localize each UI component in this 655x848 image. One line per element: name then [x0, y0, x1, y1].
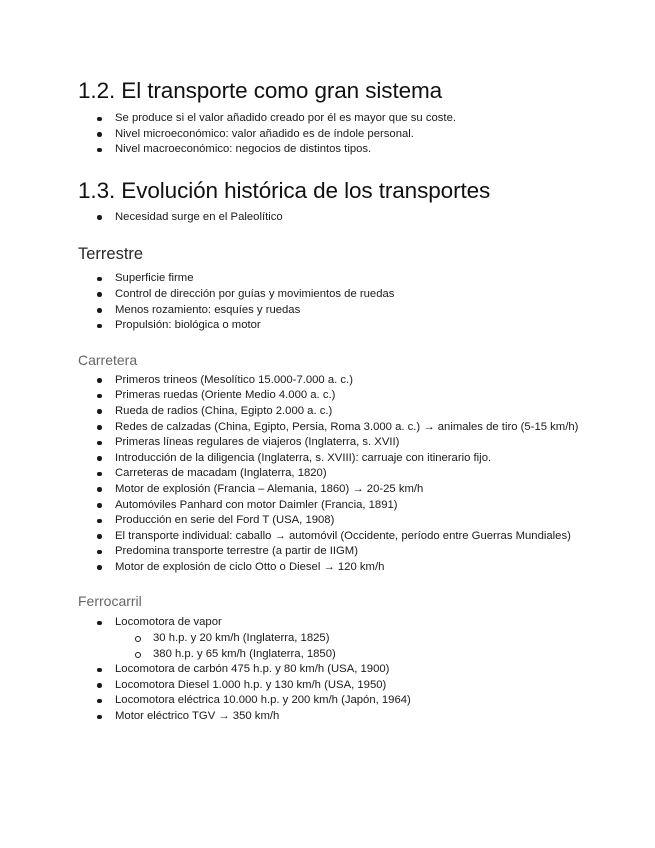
list-item: Automóviles Panhard con motor Daimler (Francia, 1891) — [78, 498, 595, 514]
sublist-item: 30 h.p. y 20 km/h (Inglaterra, 1825) — [78, 631, 595, 647]
list-item: Superficie firme — [78, 271, 595, 287]
list-item: Motor eléctrico TGV → 350 km/h — [78, 709, 595, 725]
list-item: Carreteras de macadam (Inglaterra, 1820) — [78, 466, 595, 482]
list-item: Redes de calzadas (China, Egipto, Persia, Roma 3.000 a. c.) → animales de tiro (5-15 km/h) — [78, 420, 595, 436]
heading-1-2: 1.2. El transporte como gran sistema — [78, 78, 443, 103]
list-item: Locomotora de carbón 475 h.p. y 80 km/h (USA, 1900) — [78, 662, 595, 678]
list-item: Nivel microeconómico: valor añadido es de índole personal. — [78, 127, 595, 143]
list-terrestre — [78, 271, 595, 333]
list-item: Necesidad surge en el Paleolítico — [78, 210, 595, 226]
sublist-vapor — [78, 631, 595, 662]
list-item: Control de dirección por guías y movimientos de ruedas — [78, 287, 595, 303]
list-ferrocarril — [78, 615, 595, 724]
list-item: Nivel macroeconómico: negocios de distintos tipos. — [78, 142, 595, 158]
heading-carretera: Carretera — [78, 351, 138, 368]
list-item: Propulsión: biológica o motor — [78, 318, 595, 334]
sublist-item: 380 h.p. y 65 km/h (Inglaterra, 1850) — [78, 647, 595, 663]
heading-terrestre: Terrestre — [78, 245, 144, 264]
list-item-vapor: Locomotora de vapor — [115, 616, 222, 629]
list-item: Primeros trineos (Mesolítico 15.000-7.000 a. c.) — [78, 373, 595, 389]
list-item: Primeras líneas regulares de viajeros (Inglaterra, s. XVII) — [78, 435, 595, 451]
list-item: Primeras ruedas (Oriente Medio 4.000 a. c.) — [78, 388, 595, 404]
list-item: Menos rozamiento: esquíes y ruedas — [78, 303, 595, 319]
list-item: Motor de explosión (Francia – Alemania, 1860) → 20-25 km/h — [78, 482, 595, 498]
list-item: Rueda de radios (China, Egipto 2.000 a. c.) — [78, 404, 595, 420]
list-item: Se produce si el valor añadido creado por él es mayor que su coste. — [78, 111, 595, 127]
list-item — [78, 615, 595, 662]
heading-1-3: 1.3. Evolución histórica de los transportes — [78, 177, 491, 203]
list-item: Introducción de la diligencia (Inglaterra, s. XVIII): carruaje con itinerario fijo. — [78, 451, 595, 467]
list-item: Producción en serie del Ford T (USA, 1908) — [78, 513, 595, 529]
list-item: Locomotora Diesel 1.000 h.p. y 130 km/h (USA, 1950) — [78, 678, 595, 694]
list-item: El transporte individual: caballo → automóvil (Occidente, período entre Guerras Mundiales) — [78, 529, 595, 545]
list-item: Predomina transporte terrestre (a partir de IIGM) — [78, 544, 595, 560]
list-1-2 — [78, 111, 595, 158]
heading-ferrocarril: Ferrocarril — [78, 593, 142, 610]
list-item: Motor de explosión de ciclo Otto o Diesel → 120 km/h — [78, 560, 595, 576]
list-carretera — [78, 373, 595, 576]
list-item: Locomotora eléctrica 10.000 h.p. y 200 km/h (Japón, 1964) — [78, 693, 595, 709]
list-1-3 — [78, 210, 595, 226]
